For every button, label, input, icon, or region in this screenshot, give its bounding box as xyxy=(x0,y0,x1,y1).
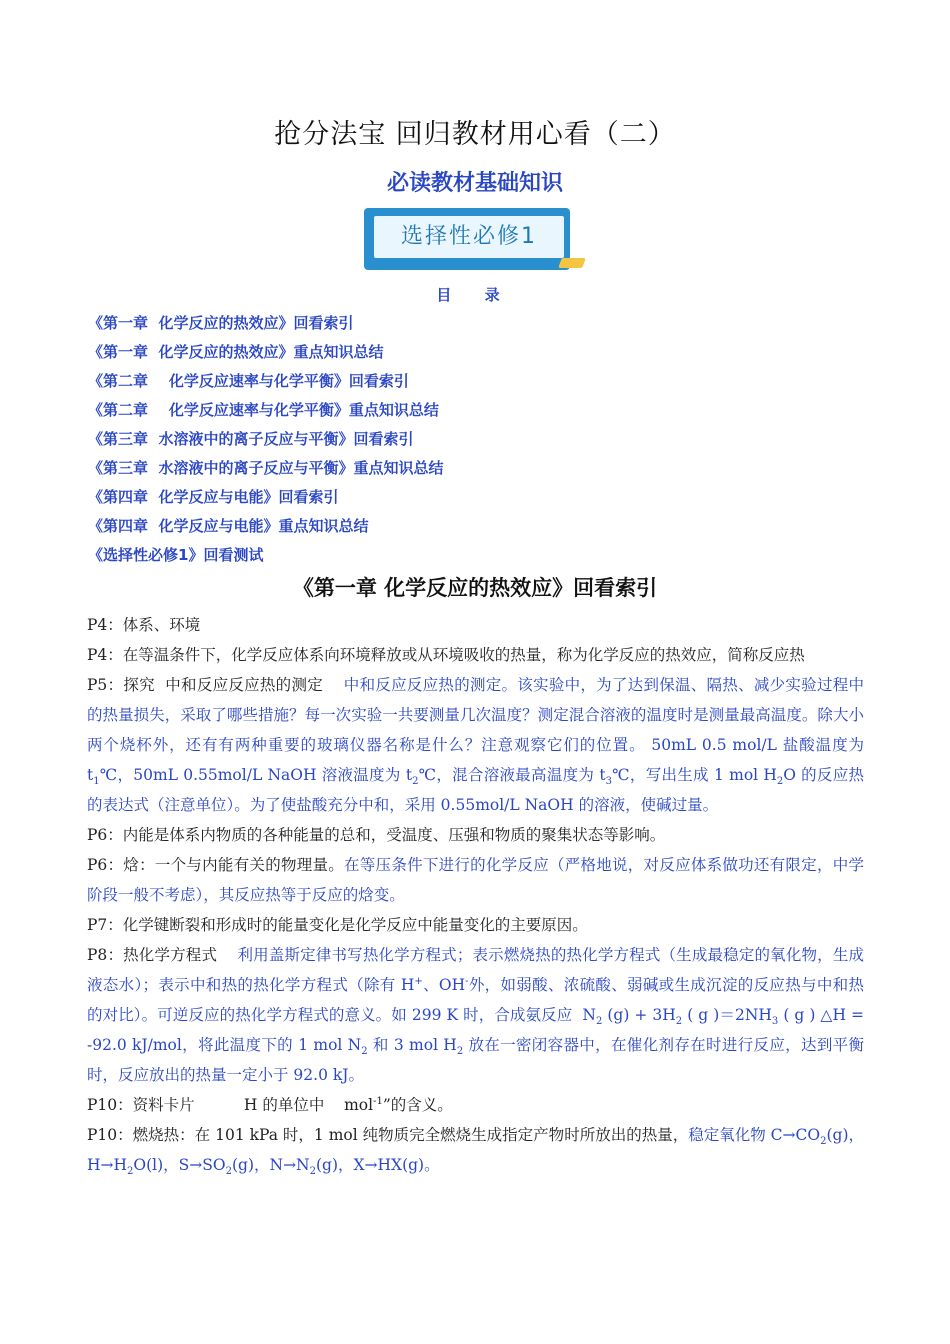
text-run: 2 xyxy=(820,1136,827,1148)
toc-item[interactable]: 《第三章 水溶液中的离子反应与平衡》回看索引 xyxy=(88,430,414,448)
toc-item[interactable]: 《选择性必修1》回看测试 xyxy=(88,546,264,564)
text-run: ( g ) △H = -92.0 kJ/mol，将此温度下的 1 mol N xyxy=(87,1006,869,1054)
section-title: 《第一章 化学反应的热效应》回看索引 xyxy=(292,576,658,600)
text-run: 、OH xyxy=(422,976,466,994)
toc-item[interactable]: 《第二章 化学反应速率与化学平衡》回看索引 xyxy=(88,372,409,390)
text-run: 中和反应反应热的测定。该实验中，为了达到保温、隔热、减少实验过程中的热量损失，采取了哪些措施？每一次实验一共要测量几次温度？测定混合溶液的温度时是测量最高温度。除大小两个烧杯外，还有有两种重要的玻璃仪器名称是什么？注意观察它们的位置。 50mL 0.5 mol/L 盐酸温度为 t xyxy=(87,676,869,784)
text-run: 放在一密闭容器中，在催化剂存在时进行反应，达到平衡时，反应放出的热量一定小于 92.0 kJ。 xyxy=(87,1036,864,1084)
text-run: O(l)，S→SO xyxy=(133,1156,226,1174)
text-run: 2 xyxy=(675,1016,683,1028)
text-run: 3 xyxy=(605,776,613,788)
table-of-contents xyxy=(88,313,443,574)
toc-heading: 目 录 xyxy=(436,286,514,304)
sub-title: 必读教材基础知识 xyxy=(386,171,563,196)
text-run: 2 xyxy=(225,1166,232,1178)
text-run: 2 xyxy=(595,1016,603,1028)
text-run: P4：体系、环境 xyxy=(87,616,201,634)
text-run: (g)，X→HX(g)。 xyxy=(316,1156,440,1174)
text-run: P8：热化学方程式 xyxy=(87,946,238,964)
toc-item[interactable]: 《第四章 化学反应与电能》回看索引 xyxy=(88,488,339,506)
paragraph xyxy=(87,610,864,640)
text-run: 2 xyxy=(127,1166,134,1178)
text-run: - xyxy=(465,975,469,987)
text-run: P6：焓：一个与内能有关的物理量。 xyxy=(87,856,345,874)
text-run: ℃，50mL 0.55mol/L NaOH 溶液温度为 t xyxy=(99,766,413,784)
text-run: 1 xyxy=(93,776,100,788)
main-title: 抢分法宝 回归教材用心看（二） xyxy=(274,119,676,150)
paragraph xyxy=(87,820,864,850)
text-run: P4：在等温条件下，化学反应体系向环境释放或从环境吸收的热量，称为化学反应的热效应，简称反应热 xyxy=(87,646,805,664)
text-run: P7：化学键断裂和形成时的能量变化是化学反应中能量变化的主要原因。 xyxy=(87,916,588,934)
text-run: 2 xyxy=(361,1046,368,1058)
text-run: O 的反应热的表达式（注意单位）。为了使盐酸充分中和，采用 0.55mol/L NaOH 的溶液，使碱过量。 xyxy=(87,766,864,814)
text-run: 稳定氧化物 C→CO xyxy=(688,1126,821,1144)
toc-item[interactable]: 《第三章 水溶液中的离子反应与平衡》重点知识总结 xyxy=(88,459,444,477)
text-run: (g)，H→H xyxy=(87,1126,864,1174)
paragraph xyxy=(87,910,864,940)
text-run: (g)，N→N xyxy=(231,1156,310,1174)
text-run: P5：探究 中和反应反应热的测定 xyxy=(87,676,344,694)
toc-item[interactable]: 《第一章 化学反应的热效应》回看索引 xyxy=(88,314,354,332)
body-content xyxy=(87,610,869,1180)
paragraph xyxy=(87,640,864,670)
text-run: 3 xyxy=(771,1016,779,1028)
paragraph xyxy=(87,850,864,910)
text-run: 2 xyxy=(309,1166,316,1178)
text-run: 外，如弱酸、浓硫酸、弱碱或生成沉淀的反应热与中和热的对比）。可逆反应的热化学方程式的意义。如 299 K 时，合成氨反应 N xyxy=(87,976,864,1024)
text-run: (g) + 3H xyxy=(602,1006,676,1024)
text-run: + xyxy=(414,975,423,987)
paragraph xyxy=(87,670,869,820)
text-run: ℃，写出生成 1 mol H xyxy=(612,766,777,784)
text-run: ℃，混合溶液最高温度为 t xyxy=(418,766,606,784)
paragraph xyxy=(87,1090,864,1120)
toc-item[interactable]: 《第四章 化学反应与电能》重点知识总结 xyxy=(88,517,369,535)
text-run: 2 xyxy=(776,776,784,788)
banner-label: 选择性必修1 xyxy=(401,224,537,249)
paragraph xyxy=(87,940,869,1090)
paragraph xyxy=(87,1120,864,1180)
book-icon xyxy=(558,258,586,268)
text-run: P10：燃烧热：在 101 kPa 时，1 mol 纯物质完全燃烧生成指定产物时所放出的热量， xyxy=(87,1126,689,1144)
text-run: 在等压条件下进行的化学反应（严格地说，对反应体系做功还有限定，中学阶段一般不考虑），其反应热等于反应的焓变。 xyxy=(87,856,864,904)
text-run: 2 xyxy=(456,1046,464,1058)
toc-item[interactable]: 《第一章 化学反应的热效应》重点知识总结 xyxy=(88,343,384,361)
text-run: -1 xyxy=(373,1095,383,1107)
text-run: P10：资料卡片 H 的单位中 mol xyxy=(87,1096,374,1114)
toc-item[interactable]: 《第二章 化学反应速率与化学平衡》重点知识总结 xyxy=(88,401,439,419)
text-run: 2 xyxy=(412,776,419,788)
text-run: ( g )＝2NH xyxy=(682,1006,772,1024)
text-run: ”的含义。 xyxy=(382,1096,453,1114)
text-run: 利用盖斯定律书写热化学方程式；表示燃烧热的热化学方程式（生成最稳定的氧化物，生成液态水）；表示中和热的热化学方程式（除有 H xyxy=(87,946,864,994)
book-banner xyxy=(364,208,584,270)
text-run: P6：内能是体系内物质的各种能量的总和，受温度、压强和物质的聚集状态等影响。 xyxy=(87,826,666,844)
text-run: 和 3 mol H xyxy=(367,1036,457,1054)
